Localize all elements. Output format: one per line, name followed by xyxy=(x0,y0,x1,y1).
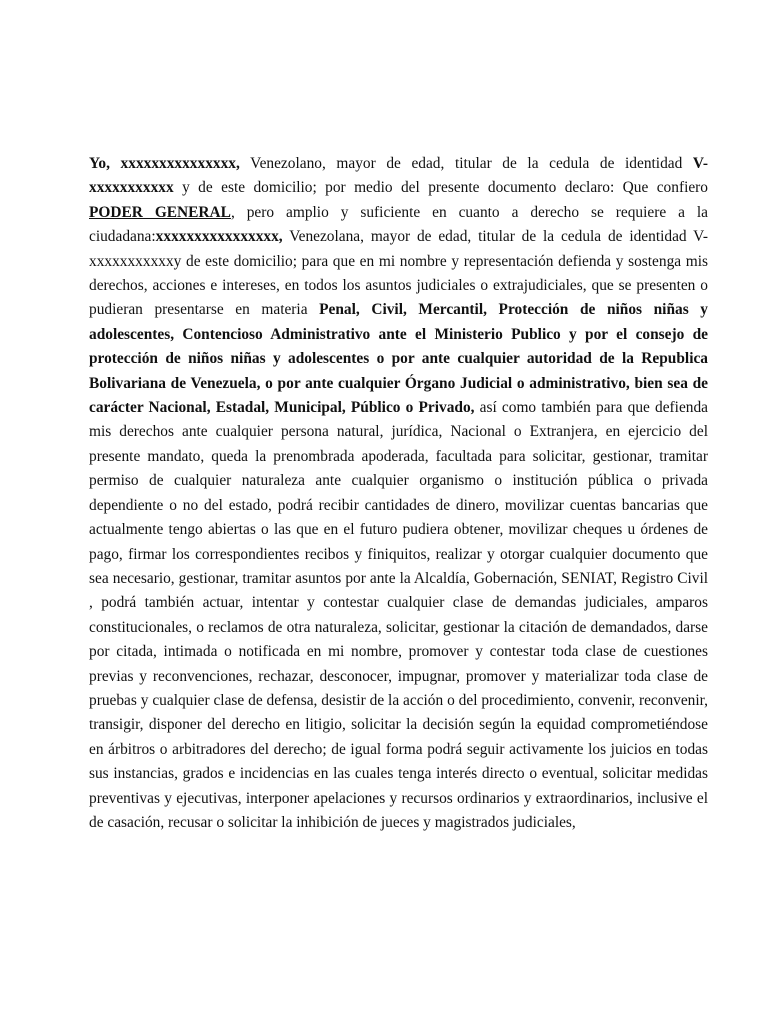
grantor-id: V-xxxxxxxxxxx xyxy=(89,155,709,197)
legal-matters-bold: Penal, Civil, Mercantil, Protección de niños niñas y adolescentes, Contencioso Administrativo ante el Ministerio Publico y por el consejo de protección de niños niñas y adolescentes o por ante cualquier autoridad de la Republica Bolivariana de Venezuela, o por ante cualquier Órgano Judicial o administrativo, bien sea de carácter Nacional, Estadal, Municipal, Público o Privado, xyxy=(89,301,708,417)
powers-list-text: así como también para que defienda mis derechos ante cualquier persona natural, jurídica, Nacional o Extranjera, en ejercicio del presente mandato, queda la prenombrada apoderada, facultada para solicitar, gestionar, tramitar permiso de cualquier naturaleza ante cualquier organismo o institución pública o privada dependiente o no del estado, podrá recibir cantidades de dinero, movilizar cuentas bancarias que actualmente tengo abiertas o las que en el futuro pudiera obtener, movilizar cheques u órdenes de pago, firmar los correspondientes recibos y finiquitos, realizar y otorgar cualquier documento que sea necesario, gestionar, tramitar asuntos por ante la Alcaldía, Gobernación, SENIAT, Registro Civil , podrá también actuar, intentar y contestar cualquier clase de demandas judiciales, amparos constitucionales, o reclamos de otra naturaleza, solicitar, gestionar la citación de demandados, darse por citada, intimada o notificada en mi nombre, promover y contestar toda clase de cuestiones previas y reconvenciones, rechazar, desconocer, impugnar, promover y materializar toda clase de pruebas y cualquier clase de defensa, desistir de la acción o del procedimiento, convenir, reconvenir, transigir, disponer del derecho en litigio, solicitar la decisión según la equidad comprometiéndose en árbitros o arbitradores del derecho; de igual forma podrá seguir activamente los juicios en todas sus instancias, grados e incidencias en las cuales tenga interés directo o eventual, solicitar medidas preventivas y ejecutivas, interponer apelaciones y recursos ordinarios y extraordinarios, inclusive el de casación, recusar o solicitar la inhibición de jueces y magistrados judiciales, xyxy=(89,399,708,831)
grantor-intro: Yo, xyxy=(89,155,110,172)
grantor-name: xxxxxxxxxxxxxxx, xyxy=(109,155,240,172)
attorney-details: Venezolana, mayor de edad, titular de la cedula de identidad V-xxxxxxxxxxxy de este domicilio; para que en mi nombre y representación defienda y sostenga mis derechos, acciones e intereses, en todos los asuntos judiciales o extrajudiciales, que se presenten o pudieran presentarse en materia xyxy=(89,228,708,319)
scope-text: , pero amplio y suficiente en cuanto a derecho se requiere a la ciudadana: xyxy=(89,203,709,246)
power-of-attorney-paragraph xyxy=(89,152,708,835)
attorney-name: xxxxxxxxxxxxxxxx, xyxy=(155,228,283,246)
declaration-text: y de este domicilio; por medio del presente documento declaro: Que confiero xyxy=(173,179,708,197)
grantor-details: Venezolano, mayor de edad, titular de la cedula de identidad xyxy=(239,155,693,172)
poder-general-heading: PODER GENERAL xyxy=(89,203,231,221)
